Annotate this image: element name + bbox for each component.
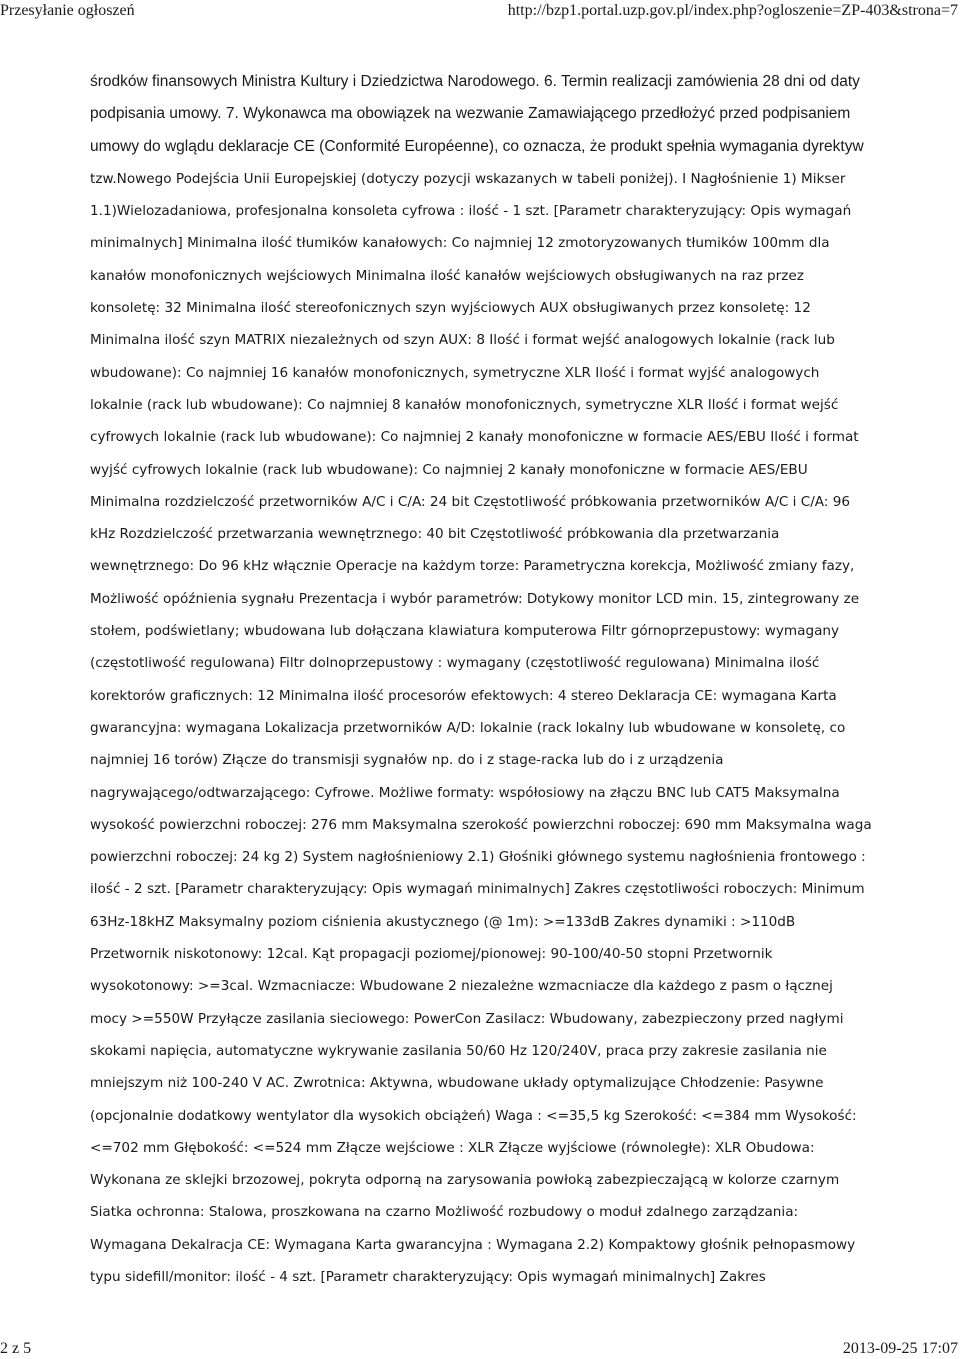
- body-line: 1.1)Wielozadaniowa, profesjonalna konsoleta cyfrowa : ilość - 1 szt. [Parametr charakteryzujący: Opis wymagań: [90, 203, 852, 220]
- body-line: typu sidefill/monitor: ilość - 4 szt. [Parametr charakteryzujący: Opis wymagań minimalnych] Zakres: [90, 1268, 766, 1285]
- body-line: stołem, podświetlany; wbudowana lub dołączana klawiatura komputerowa Filtr górnoprzepustowy: wymagany: [90, 623, 840, 640]
- body-line: skokami napięcia, automatyczne wykrywanie zasilania 50/60 Hz 120/240V, praca przy zakresie zasilania nie: [90, 1042, 827, 1059]
- page-header-url: http://bzp1.portal.uzp.gov.pl/index.php?ogloszenie=ZP-403&strona=7: [507, 2, 958, 19]
- body-line: korektorów graficznych: 12 Minimalna ilość procesorów efektowych: 4 stereo Deklaracja CE: wymagana Karta: [90, 687, 837, 704]
- document-body: [90, 66, 890, 1293]
- body-line: cyfrowych lokalnie (rack lub wbudowane): Co najmniej 2 kanały monofoniczne w formacie AES/EBU Ilość i format: [90, 429, 859, 446]
- body-line: minimalnych] Minimalna ilość tłumików kanałowych: Co najmniej 12 zmotoryzowanych tłumików 100mm dla: [90, 235, 830, 252]
- body-line: kHz Rozdzielczość przetwarzania wewnętrznego: 40 bit Częstotliwość próbkowania dla przetwarzania: [90, 526, 780, 543]
- body-line: 63Hz-18kHZ Maksymalny poziom ciśnienia akustycznego (@ 1m): >=133dB Zakres dynamiki : >110dB: [90, 913, 796, 930]
- body-line: lokalnie (rack lub wbudowane): Co najmniej 8 kanałów monofonicznych, symetryczne XLR Ilość i format wejść: [90, 396, 839, 413]
- body-line: najmniej 16 torów) Złącze do transmisji sygnałów np. do i z stage-racka lub do i z urządzenia: [90, 752, 724, 769]
- body-line: środków finansowych Ministra Kultury i Dziedzictwa Narodowego. 6. Termin realizacji zamówienia 28 dni od daty: [90, 73, 860, 90]
- body-line: Możliwość opóźnienia sygnału Prezentacja i wybór parametrów: Dotykowy monitor LCD min. 15, zintegrowany ze: [90, 590, 860, 607]
- body-line: <=702 mm Głębokość: <=524 mm Złącze wejściowe : XLR Złącze wyjściowe (równoległe): XLR Obudowa:: [90, 1139, 815, 1156]
- body-line: ilość - 2 szt. [Parametr charakteryzujący: Opis wymagań minimalnych] Zakres częstotliwości roboczych: Minimum: [90, 881, 865, 898]
- body-line: wysokość powierzchni roboczej: 276 mm Maksymalna szerokość powierzchni roboczej: 690 mm Maksymalna waga: [90, 816, 872, 833]
- body-line: wbudowane): Co najmniej 16 kanałów monofonicznych, symetryczne XLR Ilość i format wyjść analogowych: [90, 364, 820, 381]
- page-footer-page-number: 2 z 5: [0, 1340, 32, 1357]
- body-line: nagrywającego/odtwarzającego: Cyfrowe. Możliwe formaty: współosiowy na złączu BNC lub CAT5 Maksymalna: [90, 784, 840, 801]
- body-line: (częstotliwość regulowana) Filtr dolnoprzepustowy : wymagany (częstotliwość regulowana) Minimalna ilość: [90, 655, 820, 672]
- body-line: podpisania umowy. 7. Wykonawca ma obowiązek na wezwanie Zamawiającego przedłożyć przed podpisaniem: [90, 105, 851, 123]
- body-line: wysokotonowy: >=3cal. Wzmacniacze: Wbudowane 2 niezależne wzmacniacze dla każdego z pasm o łącznej: [90, 978, 833, 995]
- body-line: kanałów monofonicznych wejściowych Minimalna ilość kanałów wejściowych obsługiwanych na raz przez: [90, 267, 804, 284]
- body-line: (opcjonalnie dodatkowy wentylator dla wysokich obciążeń) Waga : <=35,5 kg Szerokość: <=384 mm Wysokość:: [90, 1107, 857, 1124]
- body-line: konsoletę: 32 Minimalna ilość stereofonicznych szyn wyjściowych AUX obsługiwanych przez konsoletę: 12: [90, 300, 811, 317]
- body-line: Wymagana Dekalracja CE: Wymagana Karta gwarancyjna : Wymagana 2.2) Kompaktowy głośnik pełnopasmowy: [90, 1236, 856, 1253]
- body-line: gwarancyjna: wymagana Lokalizacja przetworników A/D: lokalnie (rack lokalny lub wbudowane w konsoletę, co: [90, 719, 846, 736]
- body-line: Minimalna rozdzielczość przetworników A/C i C/A: 24 bit Częstotliwość próbkowania przetworników A/C i C/A: 96: [90, 493, 851, 510]
- body-line: mocy >=550W Przyłącze zasilania sieciowego: PowerCon Zasilacz: Wbudowany, zabezpieczony przed nagłymi: [90, 1010, 844, 1027]
- body-line: Minimalna ilość szyn MATRIX niezależnych od szyn AUX: 8 Ilość i format wejść analogowych lokalnie (rack lub: [90, 332, 835, 349]
- page-header-title: Przesyłanie ogłoszeń: [0, 2, 135, 19]
- body-line: Siatka ochronna: Stalowa, proszkowana na czarno Możliwość rozbudowy o moduł zdalnego zarządzania:: [90, 1204, 799, 1221]
- body-line: umowy do wglądu deklaracje CE (Conformité Européenne), co oznacza, że produkt spełnia wymagania dyrektyw: [90, 137, 864, 155]
- body-line: tzw.Nowego Podejścia Unii Europejskiej (dotyczy pozycji wskazanych w tabeli poniżej). I Nagłośnienie 1) Mikser: [90, 170, 846, 187]
- body-line: wyjść cyfrowych lokalnie (rack lub wbudowane): Co najmniej 2 kanały monofoniczne w formacie AES/EBU: [90, 461, 808, 478]
- body-line: wewnętrznego: Do 96 kHz włącznie Operacje na każdym torze: Parametryczna korekcja, Możliwość zmiany fazy,: [90, 558, 855, 575]
- body-line: powierzchni roboczej: 24 kg 2) System nagłośnieniowy 2.1) Głośniki głównego systemu nagłośnienia frontowego :: [90, 849, 866, 866]
- body-line: mniejszym niż 100-240 V AC. Zwrotnica: Aktywna, wbudowane układy optymalizujące Chłodzenie: Pasywne: [90, 1075, 824, 1092]
- body-line: Wykonana ze sklejki brzozowej, pokryta odporną na zarysowania powłoką zabezpieczającą w kolorze czarnym: [90, 1172, 840, 1189]
- body-line: Przetwornik niskotonowy: 12cal. Kąt propagacji poziomej/pionowej: 90-100/40-50 stopni Przetwornik: [90, 946, 773, 963]
- page-footer-datetime: 2013-09-25 17:07: [842, 1340, 958, 1357]
